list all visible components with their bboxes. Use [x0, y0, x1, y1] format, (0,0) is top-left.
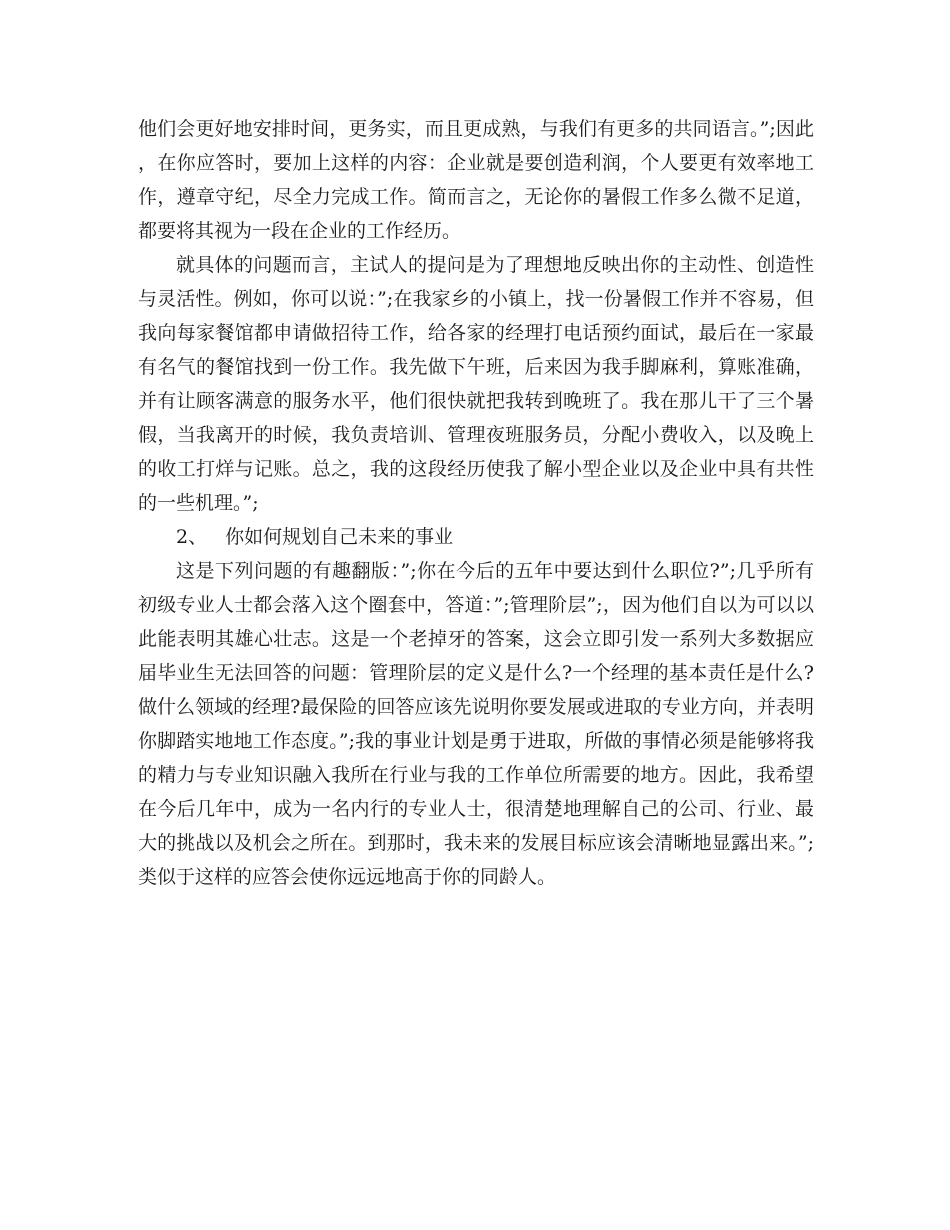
paragraph-3: 这是下列问题的有趣翻版：”;你在今后的五年中要达到什么职位?”;几乎所有初级专业人士都会落入这个圈套中，答道：”;管理阶层”;，因为他们自以为可以以此能表明其雄心壮志。这是一个老掉牙的答案，这会立即引发一系列大多数据应届毕业生无法回答的问题：管理阶层的定义是什么?一个经理的基本责任是什么?做什么领域的经理?最保险的回答应该先说明你要发展或进取的专业方向，并表明你脚踏实地地工作态度。”;我的事业计划是勇于进取，所做的事情必须是能够将我的精力与专业知识融入我所在行业与我的工作单位所需要的地方。因此，我希望在今后几年中，成为一名内行的专业人士，很清楚地理解自己的公司、行业、最大的挑战以及机会之所在。到那时，我未来的发展目标应该会清晰地显露出来。”;类似于这样的应答会使你远远地高于你的同龄人。 [138, 560, 814, 888]
section-heading [138, 520, 814, 554]
document-body [138, 112, 814, 894]
paragraph-2: 就具体的问题而言，主试人的提问是为了理想地反映出你的主动性、创造性与灵活性。例如，你可以说：”;在我家乡的小镇上，找一份暑假工作并不容易，但我向每家餐馆都申请做招待工作，给各家的经理打电话预约面试，最后在一家最有名气的餐馆找到一份工作。我先做下午班，后来因为我手脚麻利，算账准确，并有让顾客满意的服务水平，他们很快就把我转到晚班了。我在那儿干了三个暑假，当我离开的时候，我负责培训、管理夜班服务员，分配小费收入，以及晚上的收工打烊与记账。总之，我的这段经历使我了解小型企业以及企业中具有共性的一些机理。”; [138, 254, 814, 514]
section-title: 你如何规划自己未来的事业 [225, 526, 454, 548]
section-number: 2、 [176, 526, 208, 548]
paragraph-1: 他们会更好地安排时间，更务实，而且更成熟，与我们有更多的共同语言。”;因此，在你应答时，要加上这样的内容：企业就是要创造利润，个人要更有效率地工作，遵章守纪，尽全力完成工作。简而言之，无论你的暑假工作多么微不足道，都要将其视为一段在企业的工作经历。 [138, 118, 814, 242]
